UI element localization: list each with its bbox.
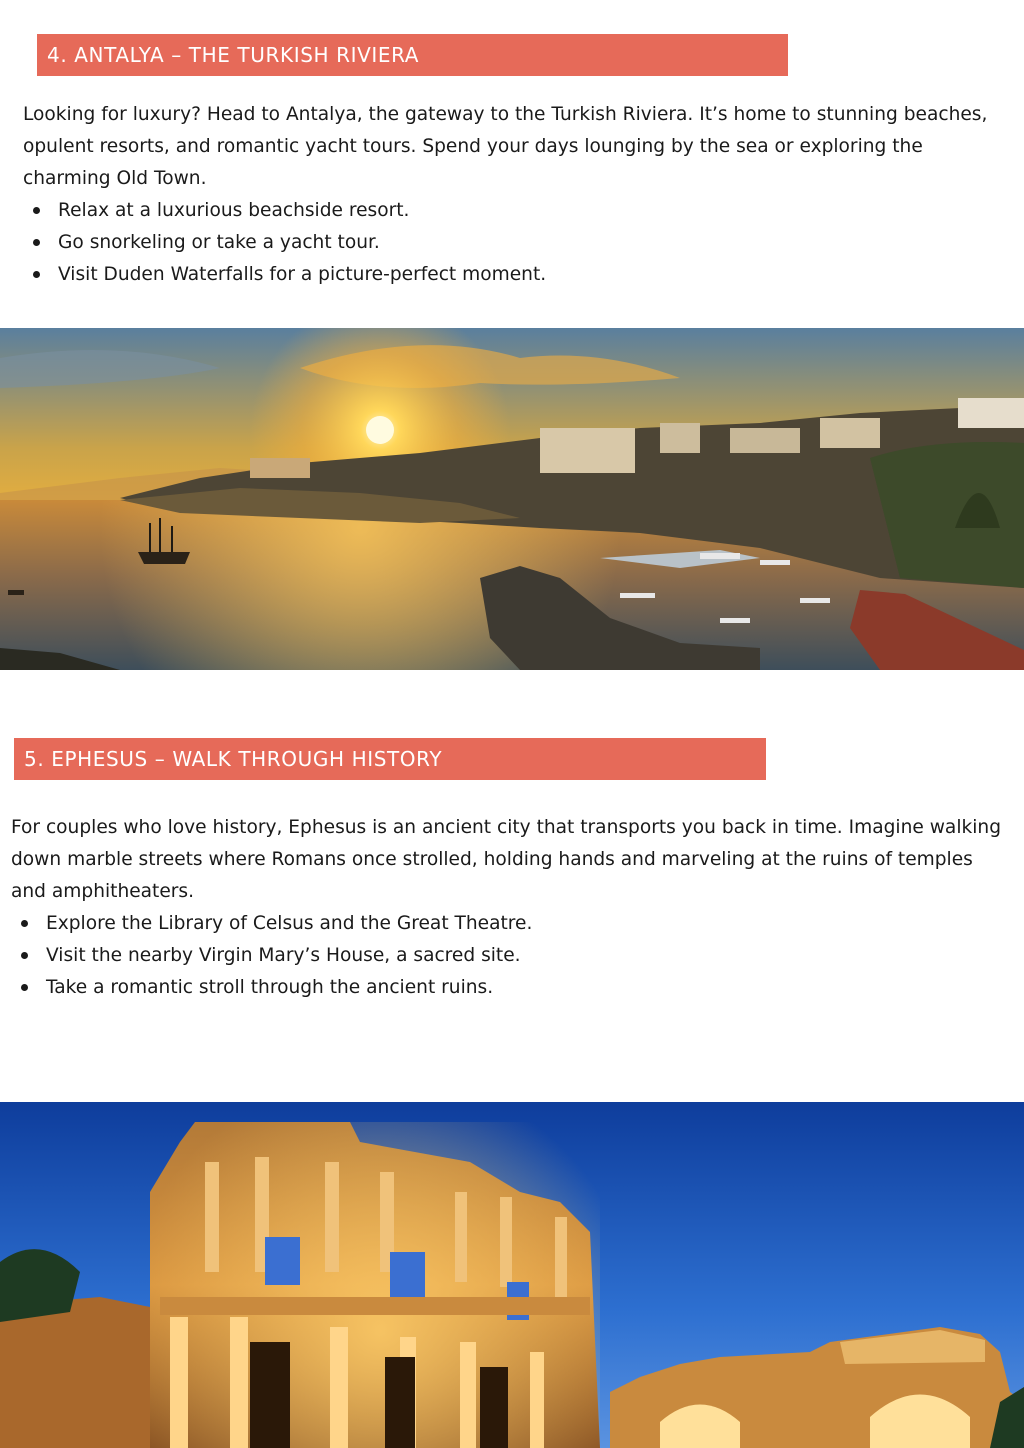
- section-heading-antalya: 4. ANTALYA – THE TURKISH RIVIERA: [37, 34, 788, 76]
- antalya-harbor-photo: [0, 328, 1024, 670]
- intro-paragraph: For couples who love history, Ephesus is an ancient city that transports you back in time. Imagine walking down marble streets where Romans once strolled, holding hands and marveling at the ruins of temples and amphitheaters.: [11, 817, 1002, 902]
- list-item: Explore the Library of Celsus and the Great Theatre.: [11, 908, 1011, 940]
- bullet-list: [23, 195, 1003, 291]
- list-item: Visit Duden Waterfalls for a picture-perfect moment.: [23, 259, 1003, 291]
- intro-paragraph: Looking for luxury? Head to Antalya, the gateway to the Turkish Riviera. It’s home to stunning beaches, opulent resorts, and romantic yacht tours. Spend your days lounging by the sea or exploring the charming Old Town.: [23, 104, 988, 189]
- section-heading-ephesus: 5. EPHESUS – WALK THROUGH HISTORY: [14, 738, 766, 780]
- section-body-ephesus: [11, 812, 1011, 1004]
- ephesus-library-photo: [0, 1102, 1024, 1448]
- section-body-antalya: [23, 99, 1003, 291]
- list-item: Relax at a luxurious beachside resort.: [23, 195, 1003, 227]
- list-item: Take a romantic stroll through the ancient ruins.: [11, 972, 1011, 1004]
- list-item: Go snorkeling or take a yacht tour.: [23, 227, 1003, 259]
- bullet-list: [11, 908, 1011, 1004]
- list-item: Visit the nearby Virgin Mary’s House, a sacred site.: [11, 940, 1011, 972]
